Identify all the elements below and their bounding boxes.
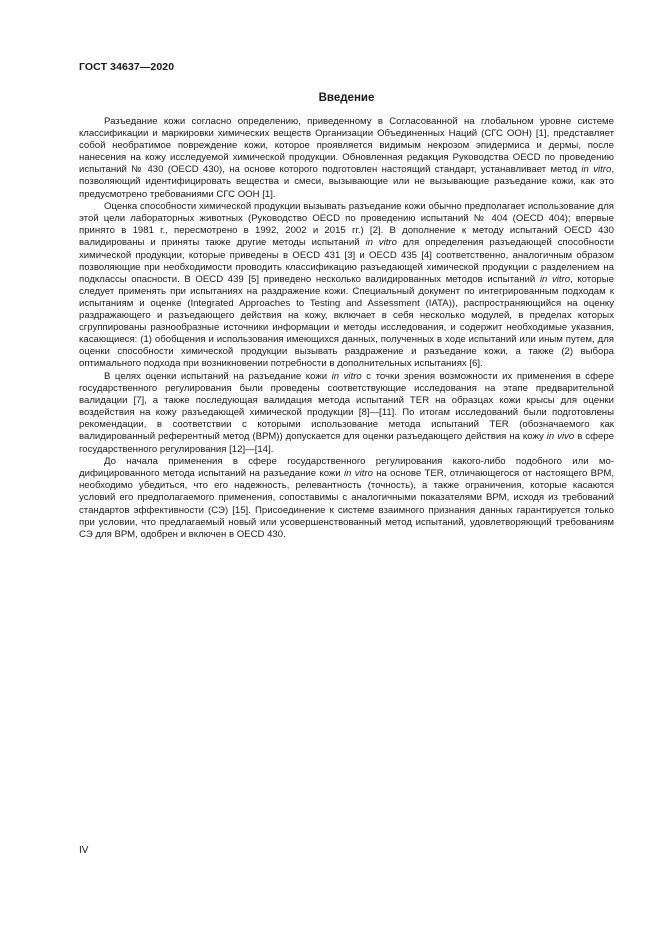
- body-text: [79, 116, 614, 541]
- document-code: ГОСТ 34637—2020: [79, 61, 175, 73]
- italic-term: in vitro: [539, 273, 571, 285]
- paragraph-text: , которые следует применять при испытаниях на раздражение кожи. Специальный документ по интегрированным подходам к испытаниям и оценке (Integrated Approaches to Testing and Assessment (IATA)), распространяющийся на оценку раздражающего и разъедающего действия на кожу, включает в себя несколько модулей, в пределах которых сгруппированы разнообразные источники информации и методы исследования, и содержит необходимые указания, касающиеся: (1) обобщения и использования имеющихся данных, полученных в ходе испытаний или иным путем, для оценки способности химической продукции вызывать раздражение и разъедание кожи, а также (2) выбора оптимального подхода при возникновении потребности в дополнительных испытаниях [6].: [79, 273, 614, 370]
- paragraph-text: для определения разъедающей способности химической продукции, которые приведены в OECD 431 [3] и OECD 435 [4] соответственно, аналогичным образом позволяющие при необходимости проводить классификацию разъедающей химической продукции с разделением на подклассы опасности. В OECD 439 [5] приведено несколько валидированных методов испытаний: [79, 237, 614, 285]
- paragraph: [79, 116, 614, 201]
- paragraph-text: До начала применения в сфере государственного регулирования какого-либо подобного или модифицированного метода испытаний на разъедание кожи: [79, 456, 614, 480]
- italic-term: in vitro: [581, 164, 612, 176]
- paragraph-text: В целях оценки испытаний на разъедание кожи: [104, 370, 332, 382]
- italic-term: in vivo: [546, 431, 575, 443]
- italic-term: in vitro: [365, 237, 397, 249]
- paragraph-text: Оценка способности химической продукции вызывать разъедание кожи обычно предполагает использование для этой цели лабораторных животных (Руководство OECD по проведению испытаний № 404 (OECD 404); впервые принято в 1981 г., пересмотрено в 1992, 2002 и 2015 гг.) [2]. В дополнение к методу испытаний OECD 430 валидированы и приняты также другие методы испытаний: [79, 201, 614, 249]
- section-title: Введение: [318, 92, 375, 104]
- page-number: IV: [79, 845, 89, 856]
- paragraph: [79, 201, 614, 370]
- paragraph-text: в сфере государственного регулирования [12]—[14].: [79, 431, 614, 455]
- italic-term: in vitro: [344, 468, 373, 480]
- paragraph-text: Разъедание кожи согласно определению, приведенному в Согласованной на глобальном уровне системе классификации и маркировки химических веществ Организации Объединенных Наций (СГС ООН) [1], представляет собой необратимое повреждение кожи, которое проявляется видимым некрозом эпидермиса и дермы, после нанесения на кожу исследуемой химической продукции. Обновленная редакция Руководства OECD по проведению испытаний № 430 (OECD 430), на основе которого подготовлен настоящий стандарт, устанавливает метод: [79, 116, 614, 176]
- paragraph-text: , позволяющий идентифицировать вещества и смеси, вызывающие или не вызывающие разъедание кожи, как это предусмотрено требованиями СГС ООН [1].: [79, 164, 614, 200]
- italic-term: in vitro: [331, 370, 362, 382]
- paragraph: [79, 371, 614, 456]
- paragraph: [79, 456, 614, 541]
- paragraph-text: с точки зрения возможности их применения в сфере государственного регулирования были проведены соответствующие исследования на этапе предварительной валидации [7], а также последующая валидация метода испытаний TER на образцах кожи крысы для оценки воздействия на кожу разъедающей химической продукции [8]—[11]. По итогам исследований были подготовлены рекомендации, в соответствии с которыми использование метода испытаний TER (обозначаемого как валидированный референтный метод (ВРМ)) допускается для оценки разъедающего действия на кожу: [79, 370, 614, 443]
- paragraph-text: на основе TER, отличающегося от настоящего ВРМ, необходимо убедиться, что его надежность, релевантность (точность), а также ограничения, которые касаются условий его предполагаемого применения, сопоставимы с аналогичными показателями ВРМ, исходя из требований стандартов эффективности (СЭ) [15]. Присоединение к системе взаимного признания данных гарантируется только при условии, что предлагаемый новый или усовершенствованный метод испытаний, удовлетворяющий требованиям СЭ для ВРМ, одобрен и включен в OECD 430.: [79, 468, 614, 540]
